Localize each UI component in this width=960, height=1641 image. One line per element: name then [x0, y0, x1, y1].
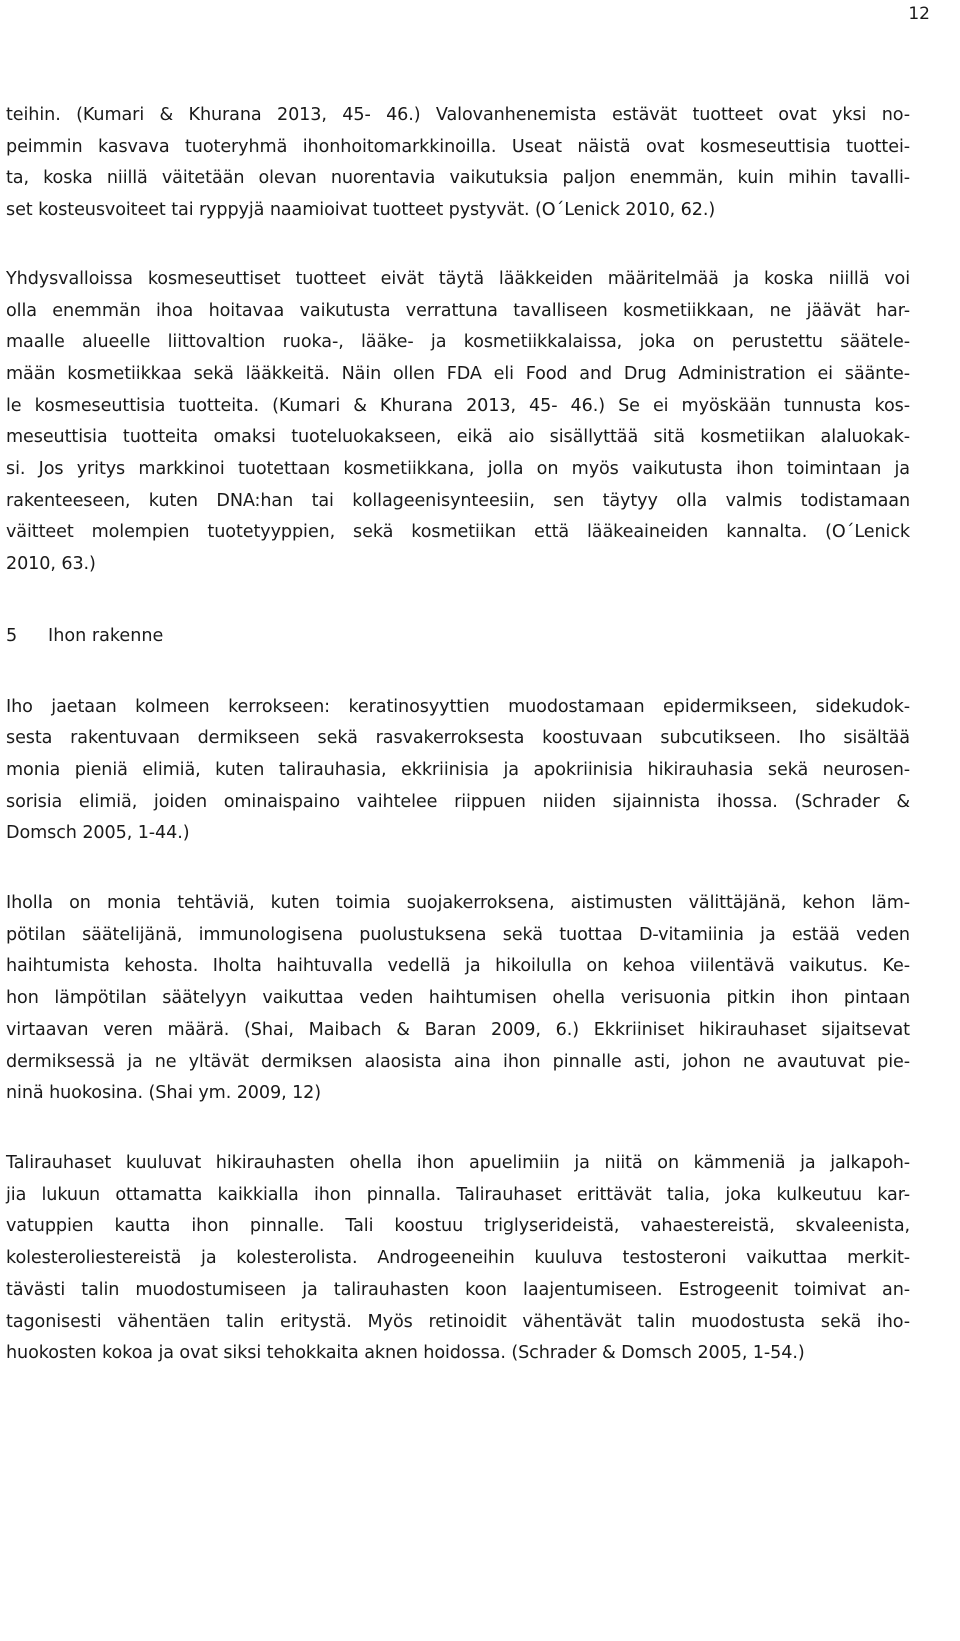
- paragraph-antiaging: [6, 100, 910, 227]
- text-line: rakenteeseen, kuten DNA:han tai kollageenisynteesiin, sen täytyy olla valmis todistamaan: [6, 490, 910, 511]
- text-line: meseuttisia tuotteita omaksi tuoteluokakseen, eikä aio sisällyttää sitä kosmetiikan alaluokak-: [6, 427, 910, 448]
- text-line: teihin. (Kumari & Khurana 2013, 45- 46.) Valovanhenemista estävät tuotteet ovat yksi no-: [6, 105, 910, 125]
- paragraph-skin-layers: [6, 692, 910, 851]
- text-line: haihtumista kehosta. Iholta haihtuvalla vedellä ja hikoilulla on kehoa viilentävä vaikutus. Ke-: [6, 956, 910, 977]
- text-line: tävästi talin muodostumiseen ja talirauhasten koon laajentumiseen. Estrogeenit toimivat an-: [6, 1279, 910, 1300]
- section-title: Ihon rakenne: [48, 625, 164, 646]
- text-line: maalle alueelle liittovaltion ruoka-, lääke- ja kosmetiikkalaissa, joka on perustettu säätele-: [6, 332, 910, 353]
- paragraph-sebaceous-glands: [6, 1148, 910, 1370]
- text-line: tagonisesti vähentäen talin eritystä. Myös retinoidit vähentävät talin muodostusta sekä iho-: [6, 1311, 910, 1332]
- text-line: pötilan säätelijänä, immunologisena puolustuksena sekä tuottaa D-vitamiinia ja estää veden: [6, 924, 910, 945]
- text-line: monia pieniä elimiä, kuten talirauhasia, ekkriinisia ja apokriinisia hikirauhasia sekä neurosen-: [6, 759, 910, 780]
- text-line: väitteet molempien tuotetyyppien, sekä kosmetiikan että lääkeaineiden kannalta. (O´Lenick: [6, 522, 910, 543]
- paragraph-us-regulation: [6, 264, 910, 581]
- text-line: dermiksessä ja ne yltävät dermiksen alaosista aina ihon pinnalle asti, johon ne avautuvat pie-: [6, 1051, 910, 1072]
- text-line: Domsch 2005, 1-44.): [6, 823, 190, 844]
- text-line: kolesteroliestereistä ja kolesterolista. Androgeeneihin kuuluva testosteroni vaikuttaa merkit-: [6, 1248, 910, 1269]
- document-body: [6, 100, 910, 1370]
- text-line: ninä huokosina. (Shai ym. 2009, 12): [6, 1083, 322, 1104]
- text-line: Yhdysvalloissa kosmeseuttiset tuotteet eivät täytä lääkkeiden määritelmää ja koska niillä voi: [6, 268, 910, 289]
- text-line: jia lukuun ottamatta kaikkialla ihon pinnalla. Talirauhaset erittävät talia, joka kulkeutuu kar-: [6, 1184, 910, 1205]
- text-line: peimmin kasvava tuoteryhmä ihonhoitomarkkinoilla. Useat näistä ovat kosmeseuttisia tuottei-: [6, 136, 910, 157]
- text-line: si. Jos yritys markkinoi tuotettaan kosmetiikkana, jolla on myös vaikutusta ihon toimintaan ja: [6, 459, 910, 480]
- text-line: Iholla on monia tehtäviä, kuten toimia suojakerroksena, aistimusten välittäjänä, kehon läm-: [6, 893, 910, 914]
- paragraph-skin-functions: [6, 888, 910, 1110]
- text-line: set kosteusvoiteet tai ryppyjä naamioivat tuotteet pystyvät. (O´Lenick 2010, 62.): [6, 200, 716, 221]
- text-line: 2010, 63.): [6, 554, 96, 575]
- text-line: sesta rakentuvaan dermikseen sekä rasvakerroksesta koostuvaan subcutikseen. Iho sisältää: [6, 728, 910, 749]
- text-line: huokosten kokoa ja ovat siksi tehokkaita aknen hoidossa. (Schrader & Domsch 2005, 1-54.): [6, 1343, 805, 1364]
- text-line: Iho jaetaan kolmeen kerrokseen: keratinosyyttien muodostamaan epidermikseen, sidekudok-: [6, 696, 910, 717]
- text-line: sorisia elimiä, joiden ominaispaino vaihtelee riippuen niiden sijainnista ihossa. (Schrader &: [6, 791, 910, 812]
- text-line: virtaavan veren määrä. (Shai, Maibach & Baran 2009, 6.) Ekkriiniset hikirauhaset sijaitsevat: [6, 1019, 910, 1040]
- section-number: 5: [6, 625, 18, 646]
- text-line: ta, koska niillä väitetään olevan nuorentavia vaikutuksia paljon enemmän, kuin mihin tavalli-: [6, 168, 910, 189]
- text-line: mään kosmetiikkaa sekä lääkkeitä. Näin ollen FDA eli Food and Drug Administration ei sääntе-: [6, 363, 910, 384]
- text-line: vatuppien kautta ihon pinnalle. Tali koostuu triglyserideistä, vahaestereistä, skvaleenista,: [6, 1216, 910, 1237]
- text-line: Talirauhaset kuuluvat hikirauhasten ohella ihon apuelimiin ja niitä on kämmeniä ja jalkapoh-: [6, 1152, 910, 1173]
- section-heading: [6, 621, 910, 653]
- text-line: le kosmeseuttisia tuotteita. (Kumari & Khurana 2013, 45- 46.) Se ei myöskään tunnusta kos-: [6, 395, 910, 416]
- text-line: hon lämpötilan säätelyyn vaikuttaa veden haihtumisen ohella verisuonia pitkin ihon pintaan: [6, 988, 910, 1009]
- page-number: 12: [908, 4, 930, 24]
- text-line: olla enemmän ihoa hoitavaa vaikutusta verrattuna tavalliseen kosmetiikkaan, ne jäävät har-: [6, 300, 910, 321]
